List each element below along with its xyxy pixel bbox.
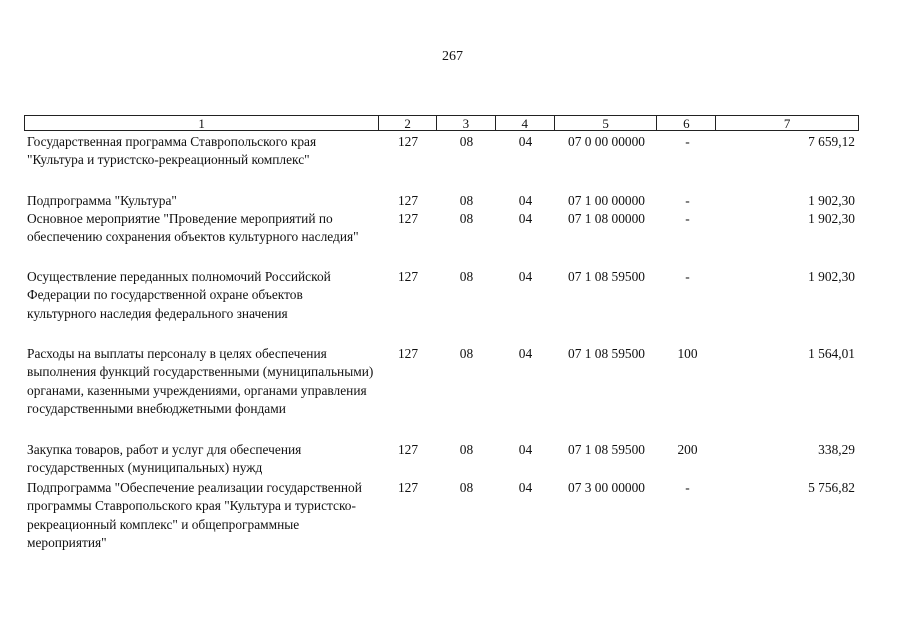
header-col-6: 6 — [657, 116, 716, 130]
row-target: 07 1 08 59500 — [568, 442, 645, 457]
table-row — [24, 210, 859, 247]
row-subsection: 04 — [518, 211, 533, 226]
row-section: 08 — [459, 442, 474, 457]
row-amount: 1 564,01 — [808, 346, 855, 361]
row-expense-type: 100 — [677, 346, 698, 361]
row-amount: 7 659,12 — [808, 134, 855, 149]
row-name: Осуществление переданных полномочий Российской Федерации по государственной охране объектов культурного наследия федерального значения — [27, 269, 331, 321]
table-header — [24, 115, 859, 131]
row-subsection: 04 — [518, 346, 533, 361]
header-col-3: 3 — [437, 116, 496, 130]
row-ministry: 127 — [397, 211, 419, 226]
row-ministry: 127 — [397, 193, 419, 208]
row-ministry: 127 — [397, 442, 419, 457]
row-target: 07 3 00 00000 — [568, 480, 645, 495]
row-section: 08 — [459, 346, 474, 361]
row-target: 07 1 00 00000 — [568, 193, 645, 208]
row-ministry: 127 — [397, 134, 419, 149]
row-expense-type: - — [685, 480, 690, 495]
row-name: Расходы на выплаты персоналу в целях обеспечения выполнения функций государственными (муниципальными) органами, казенными учреждениями, органами управления государственными внебюджетными фондами — [27, 346, 374, 417]
header-col-7: 7 — [783, 116, 791, 131]
row-name: Основное мероприятие "Проведение мероприятий по обеспечению сохранения объектов культурного наследия" — [27, 211, 359, 245]
row-section: 08 — [459, 193, 474, 208]
row-expense-type: - — [685, 269, 690, 284]
row-amount: 1 902,30 — [808, 211, 855, 226]
table-row — [24, 479, 859, 553]
table-row — [24, 441, 859, 478]
row-expense-type: - — [685, 211, 690, 226]
row-target: 07 0 00 00000 — [568, 134, 645, 149]
row-subsection: 04 — [518, 134, 533, 149]
row-target: 07 1 08 59500 — [568, 269, 645, 284]
row-name: Подпрограмма "Культура" — [27, 193, 177, 208]
row-ministry: 127 — [397, 269, 419, 284]
table-row — [24, 133, 859, 170]
header-col-1: 1 — [25, 116, 379, 130]
row-amount: 5 756,82 — [808, 480, 855, 495]
header-col-4: 4 — [496, 116, 555, 130]
row-section: 08 — [459, 480, 474, 495]
table-row — [24, 345, 859, 419]
row-expense-type: - — [685, 134, 690, 149]
row-subsection: 04 — [518, 480, 533, 495]
row-amount: 1 902,30 — [808, 269, 855, 284]
row-name: Государственная программа Ставропольского края "Культура и туристско-рекреационный комплекс" — [27, 134, 317, 168]
row-subsection: 04 — [518, 269, 533, 284]
row-amount: 1 902,30 — [808, 193, 855, 208]
row-subsection: 04 — [518, 193, 533, 208]
row-ministry: 127 — [397, 346, 419, 361]
row-subsection: 04 — [518, 442, 533, 457]
row-section: 08 — [459, 211, 474, 226]
header-col-5: 5 — [555, 116, 658, 130]
table-row — [24, 192, 859, 210]
row-ministry: 127 — [397, 480, 419, 495]
row-name: Подпрограмма "Обеспечение реализации государственной программы Ставропольского края "Культура и туристско-рекреационный комплекс" и общепрограммные мероприятия" — [27, 480, 362, 551]
row-amount: 338,29 — [818, 442, 855, 457]
page-number: 267 — [442, 49, 463, 64]
row-target: 07 1 08 00000 — [568, 211, 645, 226]
row-section: 08 — [459, 269, 474, 284]
row-expense-type: - — [685, 193, 690, 208]
header-col-2: 2 — [379, 116, 437, 130]
row-target: 07 1 08 59500 — [568, 346, 645, 361]
row-name: Закупка товаров, работ и услуг для обеспечения государственных (муниципальных) нужд — [27, 442, 302, 476]
row-section: 08 — [459, 134, 474, 149]
table-row — [24, 268, 859, 323]
row-expense-type: 200 — [677, 442, 698, 457]
